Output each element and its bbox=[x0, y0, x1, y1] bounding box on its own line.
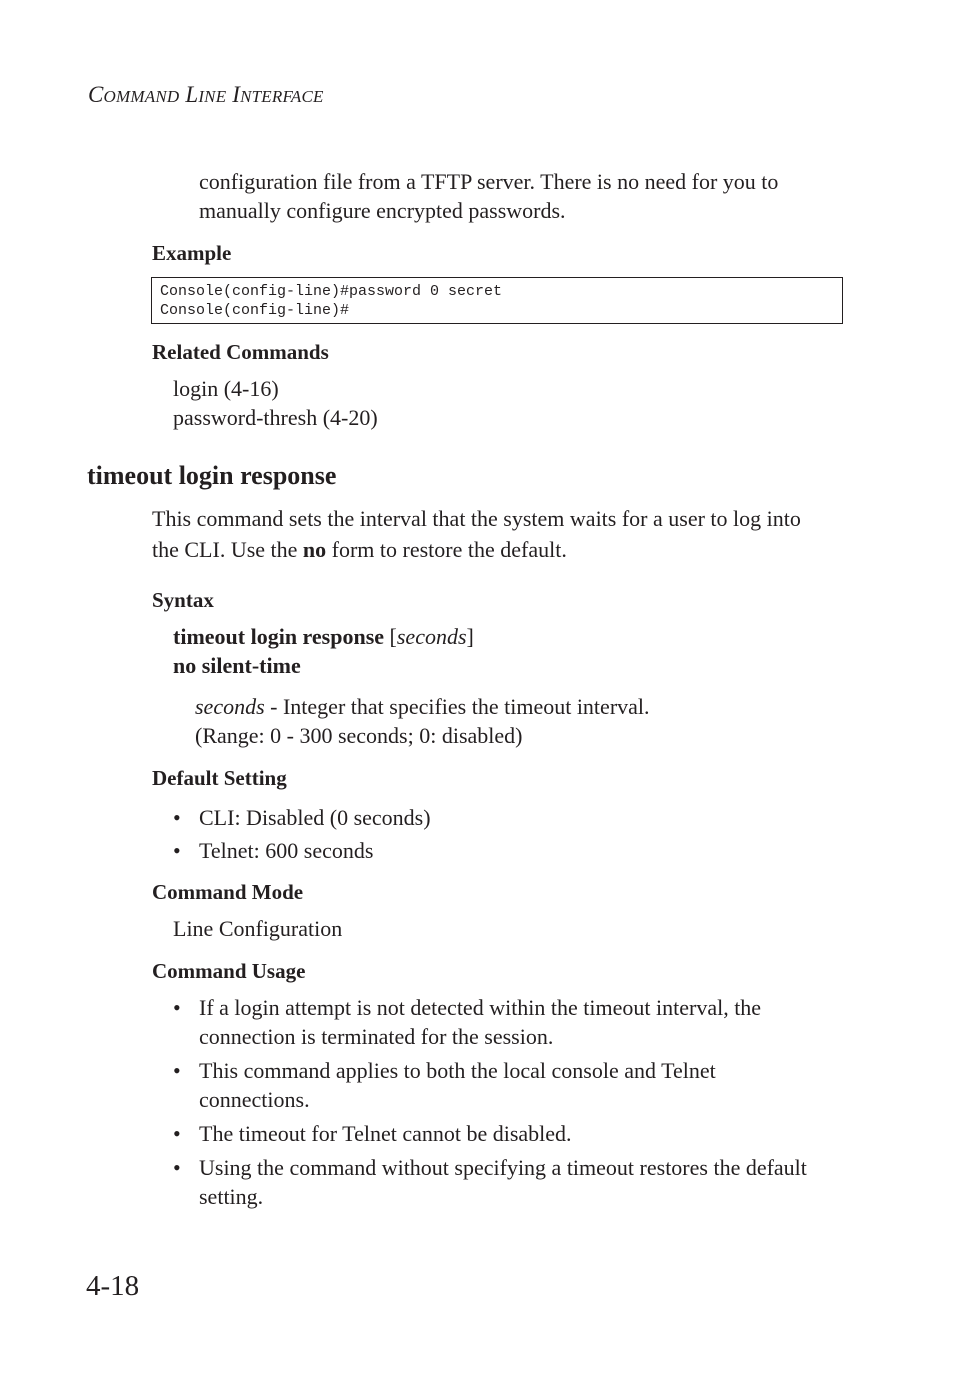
list-item: • If a login attempt is not detected within the timeout interval, the connection is terminated for the session. bbox=[173, 995, 762, 1049]
command-mode-heading: Command Mode bbox=[152, 880, 304, 904]
section-title: timeout login response bbox=[87, 461, 337, 490]
command-mode-value: Line Configuration bbox=[173, 916, 343, 941]
command-usage-list bbox=[173, 993, 807, 1211]
code-line: Console(config-line)#password 0 secret bbox=[160, 283, 503, 300]
example-heading: Example bbox=[152, 241, 232, 265]
related-commands-heading: Related Commands bbox=[152, 340, 329, 364]
list-item: • This command applies to both the local console and Telnet connections. bbox=[173, 1058, 716, 1112]
command-usage-heading: Command Usage bbox=[152, 959, 306, 983]
syntax-block: timeout login response [seconds] no silent-time bbox=[173, 624, 474, 678]
description-paragraph: This command sets the interval that the system waits for a user to log into the CLI. Use the no form to restore the default. bbox=[152, 506, 801, 562]
related-command-link[interactable]: password-thresh (4-20) bbox=[173, 405, 378, 430]
list-item: • Telnet: 600 seconds bbox=[173, 838, 374, 863]
list-item: • CLI: Disabled (0 seconds) bbox=[173, 805, 431, 830]
list-item: • Using the command without specifying a timeout restores the default setting. bbox=[173, 1155, 807, 1209]
parameter-description: seconds - Integer that specifies the timeout interval. (Range: 0 - 300 seconds; 0: disabled) bbox=[195, 694, 650, 748]
code-line: Console(config-line)# bbox=[160, 302, 350, 319]
list-item: • The timeout for Telnet cannot be disabled. bbox=[173, 1121, 572, 1146]
syntax-heading: Syntax bbox=[152, 588, 214, 612]
related-commands-list bbox=[173, 374, 378, 432]
related-command-link[interactable]: login (4-16) bbox=[173, 376, 279, 401]
default-setting-list bbox=[173, 801, 431, 867]
intro-paragraph: configuration file from a TFTP server. There is no need for you to manually configure encrypted passwords. bbox=[199, 169, 779, 223]
default-setting-heading: Default Setting bbox=[152, 766, 287, 790]
code-example bbox=[151, 277, 843, 324]
running-head: COMMAND LINE INTERFACE bbox=[88, 82, 324, 107]
page-number: 4-18 bbox=[86, 1270, 140, 1302]
